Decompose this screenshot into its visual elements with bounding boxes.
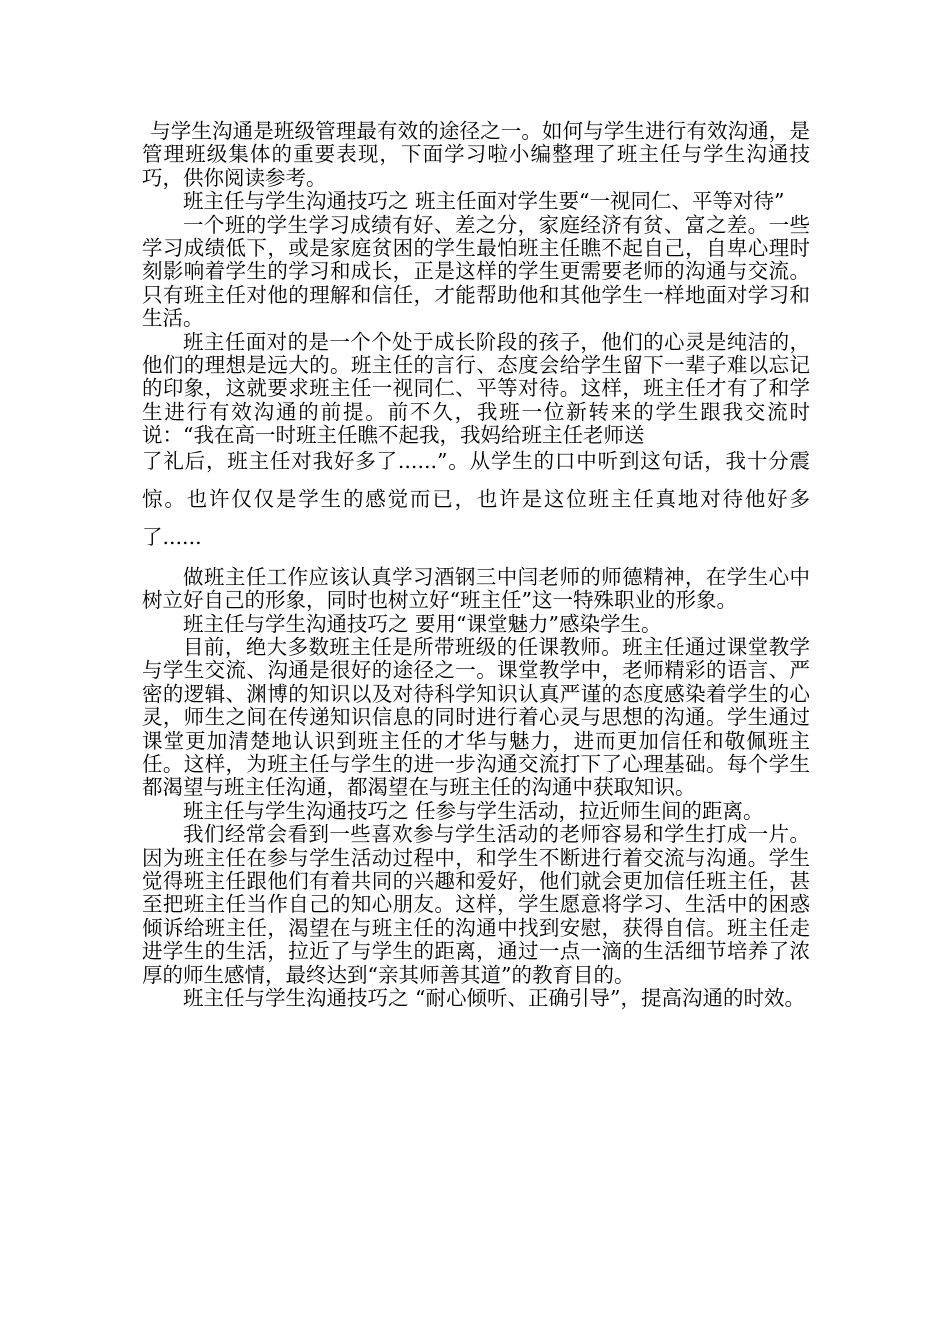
body-paragraph: 我们经常会看到一些喜欢参与学生活动的老师容易和学生打成一片。因为班主任在参与学生活动过程中，和学生不断进行着交流与沟通。学生觉得班主任跟他们有着共同的兴趣和爱好，他们就会更加信任班主任，甚至把班主任当作自己的知心朋友。这样，学生愿意将学习、生活中的困惑倾诉给班主任，渴望在与班主任的沟通中找到安慰，获得自信。班主任走进学生的生活，拉近了与学生的距离，通过一点一滴的生活细节培养了浓厚的师生感情，最终达到“亲其师善其道”的教育目的。	[142, 822, 810, 987]
section-heading-4: 班主任与学生沟通技巧之 “耐心倾听、正确引导”，提高沟通的时效。	[183, 986, 805, 1010]
section-heading-3: 班主任与学生沟通技巧之 任参与学生活动，拉近师生间的距离。	[183, 798, 764, 823]
document-body	[142, 120, 810, 1010]
section-heading-1: 班主任与学生沟通技巧之 班主任面对学生要“一视同仁、平等对待”	[183, 189, 785, 214]
body-paragraph: 一个班的学生学习成绩有好、差之分，家庭经济有贫、富之差。一些学习成绩低下，或是家庭贫困的学生最怕班主任瞧不起自己，自卑心理时刻影响着学生的学习和成长，正是这样的学生更需要老师的沟通与交流。只有班主任对他的理解和信任，才能帮助他和其他学生一样地面对学习和生活。	[142, 212, 810, 331]
body-paragraph: 班主任面对的是一个个处于成长阶段的孩子，他们的心灵是纯洁的，他们的理想是远大的。班主任的言行、态度会给学生留下一辈子难以忘记的印象，这就要求班主任一视同仁、平等对待。这样，班主任才有了和学生进行有效沟通的前提。前不久，我班一位新转来的学生跟我交流时说：“我在高一时班主任瞧不起我，我妈给班主任老师送	[142, 329, 810, 448]
body-paragraph: 目前，绝大多数班主任是所带班级的任课教师。班主任通过课堂教学与学生交流、沟通是很好的途径之一。课堂教学中，老师精彩的语言、严密的逻辑、渊博的知识以及对待科学知识认真严谨的态度感染着学生的心灵，师生之间在传递知识信息的同时进行着心灵与思想的沟通。学生通过课堂更加清楚地认识到班主任的才华与魅力，进而更加信任和敬佩班主任。这样，为班主任与学生的进一步沟通交流打下了心理基础。每个学生都渴望与班主任沟通，都渴望在与班主任的沟通中获取知识。	[142, 634, 810, 800]
intro-paragraph: 与学生沟通是班级管理最有效的途径之一。如何与学生进行有效沟通，是管理班级集体的重要表现，下面学习啦小编整理了班主任与学生沟通技巧，供你阅读参考。	[142, 119, 810, 190]
body-paragraph: 做班主任工作应该认真学习酒钢三中闫老师的师德精神，在学生心中树立好自己的形象，同时也树立好“班主任”这一特殊职业的形象。	[142, 564, 810, 613]
body-paragraph-continued: 了礼后，班主任对我好多了......”。从学生的口中听到这句话，我十分震惊。也许仅仅是学生的感觉而已，也许是这位班主任真地对待他好多了......	[142, 448, 810, 549]
section-heading-2: 班主任与学生沟通技巧之 要用“课堂魅力”感染学生。	[183, 611, 662, 636]
